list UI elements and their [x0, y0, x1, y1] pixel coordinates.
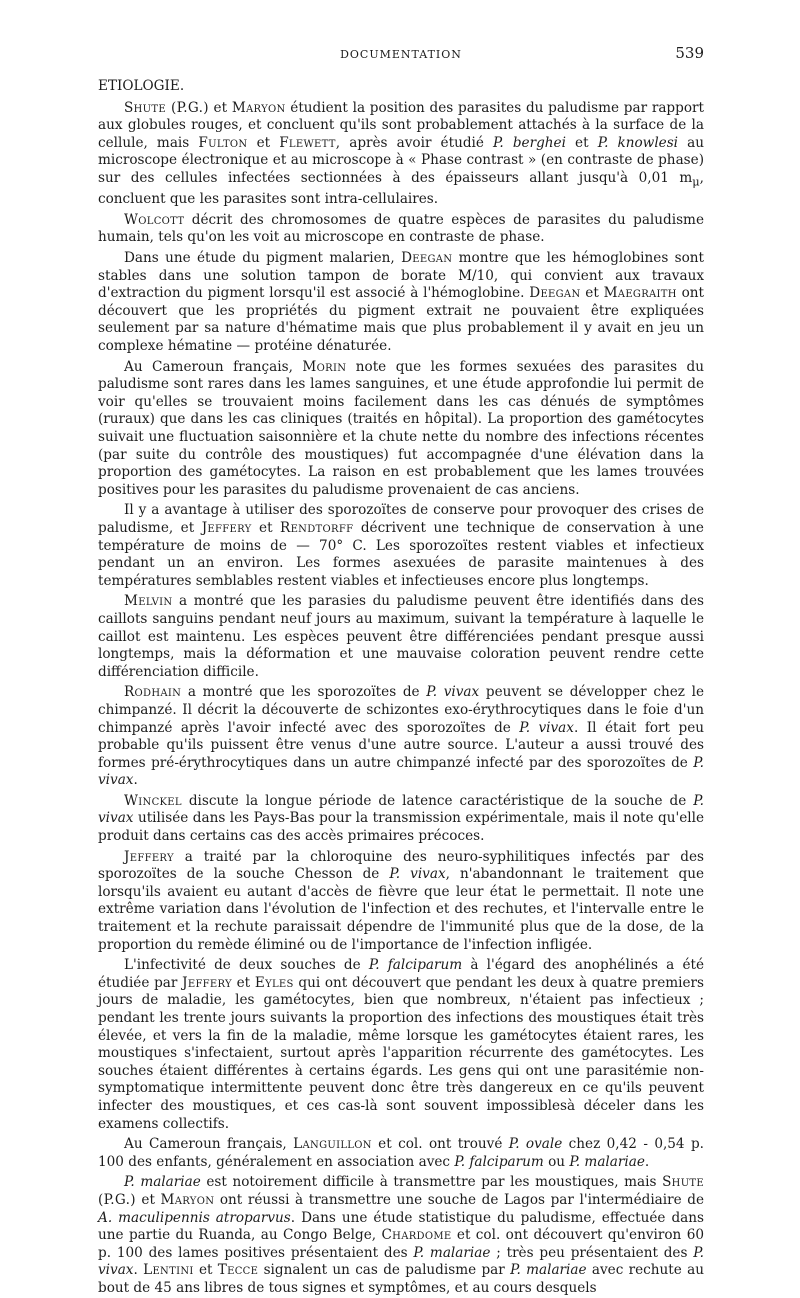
author-name: Shute (P.G.): [98, 1174, 704, 1208]
author-name: Rendtorff: [280, 519, 354, 536]
italic-text: P. vivax: [426, 684, 480, 701]
text-run: ont réussi à transmettre une souche de Lagos par l'intermédiaire de: [214, 1191, 705, 1208]
running-title: DOCUMENTATION: [340, 48, 462, 61]
paragraph: [98, 212, 704, 247]
author-name: Wolcott: [124, 211, 185, 228]
text-run: ou: [543, 1153, 570, 1170]
text-run: .: [133, 1262, 144, 1279]
paragraph: [98, 1174, 704, 1297]
text-run: Dans une étude du pigment malarien,: [124, 250, 402, 267]
italic-text: P. ovale: [508, 1136, 563, 1153]
text-run: Au Cameroun français,: [124, 358, 303, 375]
text-run: qui ont découvert que pendant les deux à quatre premiers jours de maladie, les gamétocytes, bien que nombreux, n'étaient pas infectieux ; pendant les trente jours suivants la proportion des infections des moustiques était très élevée, et vers la fin de la maladie, même lorsque les gamétocytes étaient rares, les moustiques s'infectaient, surtout après l'apparition récurrente des gamétocytes. Les souches étaient différentes à certains égards. Les gens qui ont une parasitémie non-symptomatique intermittente peuvent donc être très dangereux en ce qu'ils peuvent infecter des moustiques, et ces cas-là sont souvent impossiblesà déceler dans les examens collectifs.: [98, 974, 704, 1132]
italic-text: P. falciparum: [368, 957, 463, 974]
text-run: . Dans une étude statistique du paludisme, effectuée dans une partie du Ruanda, au Congo Belge,: [98, 1209, 705, 1244]
paragraph: [98, 1136, 704, 1171]
paragraph: [98, 359, 704, 500]
author-name: Fulton: [198, 134, 248, 151]
italic-text: P. malariae: [510, 1262, 587, 1279]
paragraph: [98, 502, 704, 590]
text-run: , n'abandonnant le traitement que lorsqu'ils avaient eu autant d'accès de fièvre que leur état le permettait. Il note une extrême variation dans l'évolution de l'infection et des rechutes, et l'intervalle entre le traitement et la rechute paraissait dépendre de l'immunité plus que de la dose, de la proportion du remède éliminé ou de l'importance de l'infection infligée.: [98, 866, 705, 953]
text-run: Il y a avantage à utiliser des sporozoïtes de conserve pour provoquer des crises de paludisme, et: [98, 502, 704, 536]
author-name: Flewett: [279, 134, 336, 151]
author-name: Chardome: [381, 1227, 452, 1244]
italic-text: P. vivax: [98, 1244, 704, 1279]
author-name: Morin: [302, 358, 347, 375]
text-run: Au Cameroun français,: [124, 1136, 294, 1153]
author-name: Languillon: [293, 1136, 372, 1153]
italic-text: P. knowlesi: [597, 134, 679, 151]
author-name: Lentini: [143, 1262, 194, 1279]
text-run: .: [644, 1153, 650, 1170]
section-title: ETIOLOGIE.: [98, 78, 185, 94]
text-run: étudient la position des parasites du paludisme par rapport aux globules rouges, et concluent qu'ils sont probablement attachés à la surface de la cellule, mais: [98, 99, 704, 151]
italic-text: P. berghei: [493, 134, 566, 151]
author-name: Maegraith: [603, 285, 677, 302]
author-name: Maryon: [231, 99, 286, 116]
author-name: Winckel: [124, 792, 182, 809]
body-text: [98, 100, 704, 1298]
author-name: Deegan: [529, 285, 581, 302]
text-run: au microscope électronique et au microscope à « Phase contrast » (en contraste de phase) sur des cellules infectées sectionnées à des épaisseurs allant jusqu'à 0,01 m: [98, 134, 705, 186]
author-name: Deegan: [401, 250, 453, 267]
text-run: et: [565, 134, 598, 151]
text-run: , concluent que les parasites sont intra-cellulaires.: [98, 169, 704, 208]
author-name: Jeffery: [124, 848, 174, 865]
paragraph: [98, 849, 704, 955]
text-run: , après avoir étudié: [335, 134, 494, 151]
text-run: a traité par la chloroquine des neuro-syphilitiques infectés par des sporozoïtes de la souche Chesson de: [98, 848, 704, 883]
italic-text: P. vivax: [389, 866, 446, 883]
italic-text: P. vivax: [519, 719, 574, 736]
author-name: Rodhain: [124, 684, 182, 701]
text-run: et: [231, 974, 255, 991]
author-name: Jeffery: [201, 519, 252, 536]
text-run: et: [208, 99, 232, 116]
italic-text: P. malariae: [124, 1174, 201, 1191]
text-run: . Il était fort peu probable qu'ils puissent être venus d'une autre source. L'auteur a aussi trouvé des formes pré-érythrocytiques dans un autre chimpanzé infecté par des sporozoïtes de: [98, 719, 704, 771]
paragraph: [98, 250, 704, 356]
text-run: ont découvert que les propriétés du pigment extrait ne pouvaient être expliquées seulement par sa nature d'hématime mais que plus probablement il y avait en jeu un complexe hématine — protéine dénaturée.: [98, 285, 704, 355]
text-run: montre que les hémoglobines sont stables dans une solution tampon de borate M/10, qui convient aux travaux d'extraction du pigment lorsqu'il est associé à l'hémoglobine.: [98, 250, 704, 302]
text-run: à l'égard des anophélinés a été étudiée par: [98, 957, 704, 991]
text-run: et: [135, 1191, 161, 1208]
italic-text: P. vivax: [98, 754, 704, 789]
text-run: utilisée dans les Pays-Bas pour la transmission expérimentale, mais il note qu'elle produit dans certains cas des accès primaires précoces.: [98, 810, 704, 845]
running-header: [98, 42, 704, 64]
paragraph: [98, 684, 704, 790]
text-run: et col. ont trouvé: [371, 1136, 509, 1153]
paragraph: [98, 957, 704, 1133]
text-run: et: [251, 519, 281, 536]
text-run: ; très peu présentaient des: [490, 1244, 694, 1261]
text-run: et: [247, 134, 280, 151]
italic-text: P. malariae: [413, 1244, 491, 1261]
author-name: Eyles: [254, 974, 294, 991]
text-run: décrit des chromosomes de quatre espèces de parasites du paludisme humain, tels qu'on les voit au microscope en contraste de phase.: [98, 211, 704, 246]
paragraph: [98, 793, 704, 846]
italic-text: P. falciparum: [454, 1153, 544, 1170]
text-run: peuvent se développer chez le chimpanzé. Il décrit la découverte de schizontes exo-érythrocytiques dans le foie d'un chimpanzé après l'avoir infecté avec des sporozoïtes de: [98, 684, 705, 736]
text-run: et: [580, 285, 604, 302]
text-run: a montré que les sporozoïtes de: [181, 684, 427, 701]
text-run: note que les formes sexuées des parasites du paludisme sont rares dans les lames sanguines, et une étude approfondie lui permit de voir qu'elles se trouvaient moins facilement dans les cas dénués de symptômes (ruraux) que dans les cas cliniques (traités en hôpital). La proportion des gamétocytes suivait une fluctuation saisonnière et la chute nette du nombre des infections récentes (par suite du contrôle des moustiques) fut accompagnée d'une élévation dans la proportion des gamétocytes. La raison en est probablement que les lames trouvées positives pour les parasites du paludisme provenaient de cas anciens.: [98, 358, 705, 498]
italic-text: P. vivax: [98, 792, 704, 827]
author-name: Maryon: [160, 1191, 215, 1208]
text-run: est notoirement difficile à transmettre par les moustiques, mais: [200, 1174, 663, 1191]
paragraph: [98, 593, 704, 681]
text-run: discute la longue période de latence caractéristique de la souche de: [181, 792, 694, 809]
author-name: Jeffery: [182, 974, 232, 991]
text-run: signalent un cas de paludisme par: [258, 1262, 511, 1279]
text-run: et: [193, 1262, 218, 1279]
text-run: décrivent une technique de conservation à une température de moins de — 70° C. Les sporozoïtes restent viables et infectieux pendant un an environ. Les formes asexuées de parasite maintenues à des températures semblables restent viables et infectieuses encore plus longtemps.: [98, 519, 704, 589]
author-name: Melvin: [124, 593, 173, 610]
subscript: μ: [692, 174, 700, 189]
author-name: Shute (P.G.): [124, 99, 209, 116]
italic-text: A. maculipennis atroparvus: [98, 1209, 291, 1226]
page-number: 539: [675, 44, 704, 62]
text-run: et col. ont découvert qu'environ 60 p. 100 des lames positives présentaient des: [98, 1227, 704, 1261]
text-run: a montré que les parasies du paludisme peuvent être identifiés dans des caillots sanguins pendant neuf jours au maximum, suivant la température à laquelle le caillot est maintenu. Les espèces peuvent être différenciées pendant presque aussi longtemps, mais la déformation et une mauvaise coloration peuvent rendre cette différenciation difficile.: [98, 593, 704, 680]
paragraph: [98, 100, 704, 209]
italic-text: P. malariae: [569, 1153, 645, 1170]
text-run: chez 0,42 - 0,54 p. 100 des enfants, généralement en association avec: [98, 1136, 705, 1170]
author-name: Tecce: [217, 1262, 259, 1279]
text-run: avec rechute au bout de 45 ans libres de tous signes et symptômes, et au cours desquels: [98, 1262, 704, 1296]
text-run: .: [133, 772, 138, 789]
text-run: L'infectivité de deux souches de: [124, 957, 369, 974]
